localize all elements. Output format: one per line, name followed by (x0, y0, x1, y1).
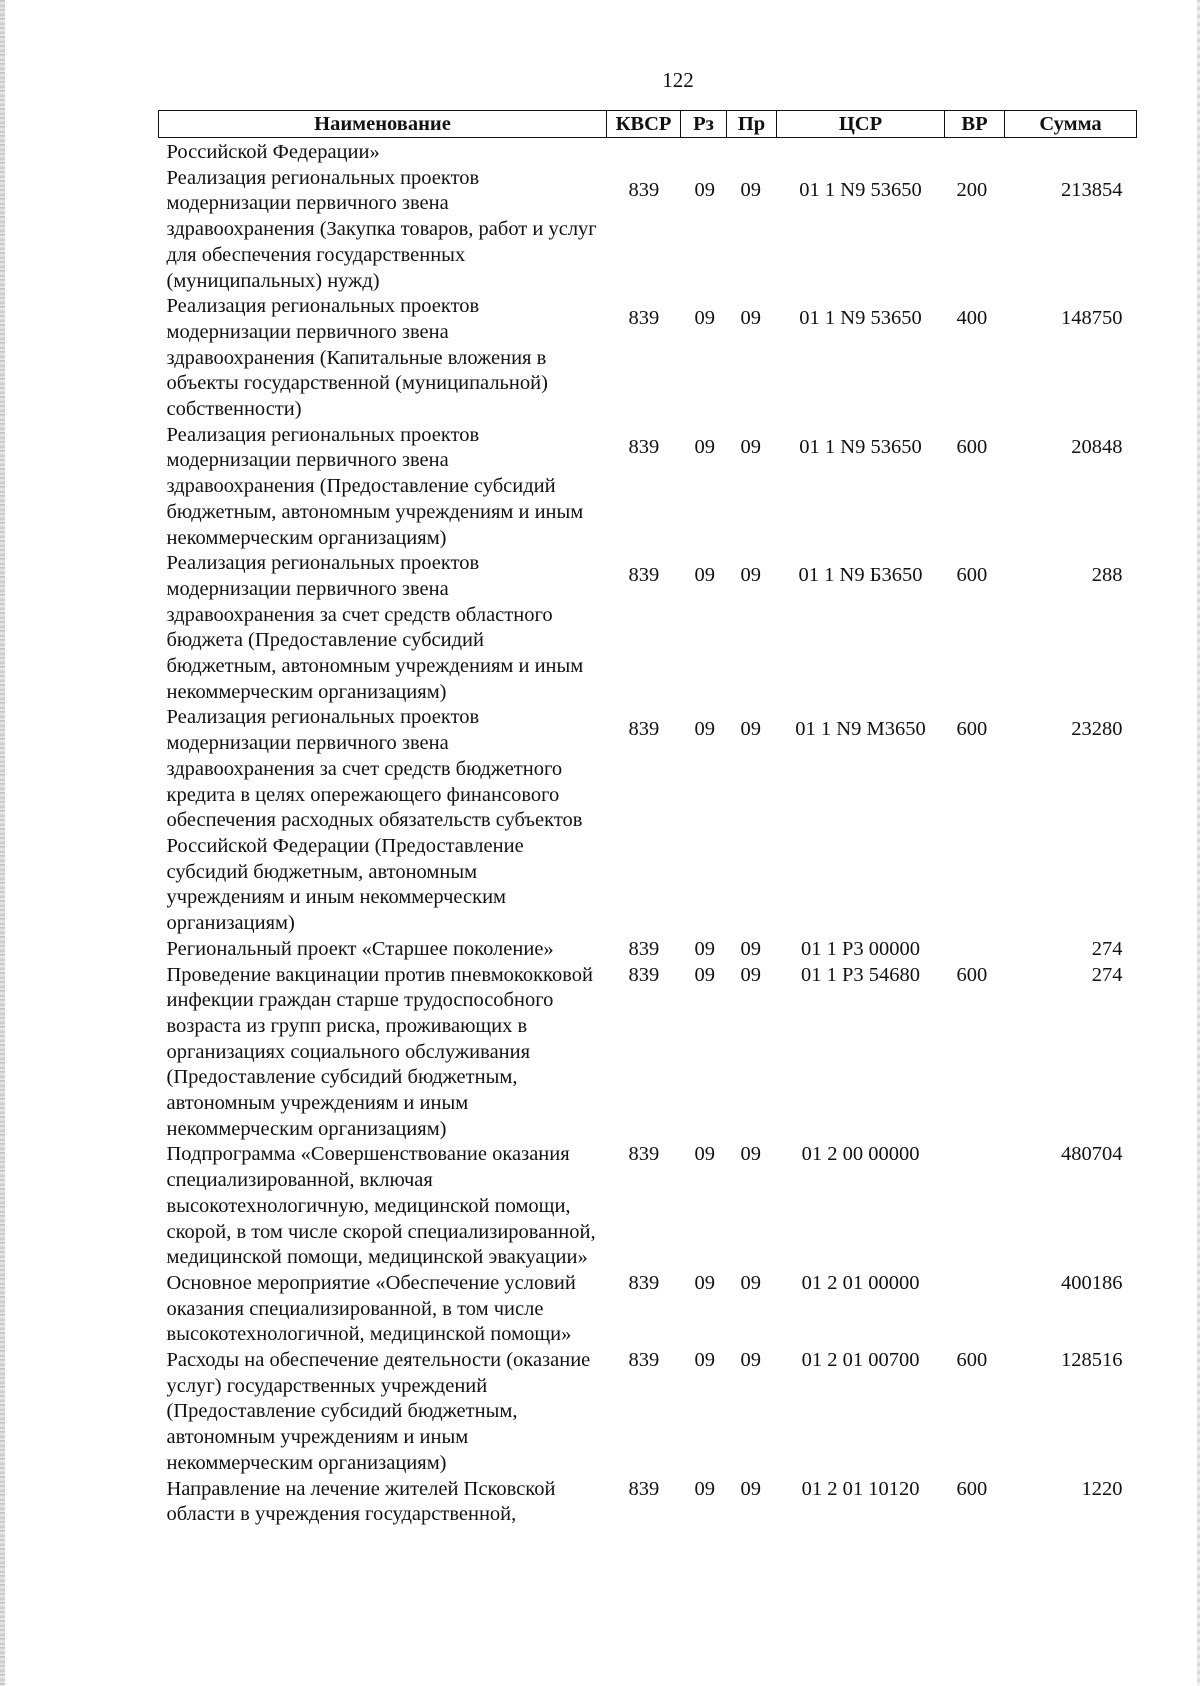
row-sum: 213854 (1061, 178, 1123, 201)
header-pr: Пр (727, 111, 777, 138)
row-rz: 09 (694, 963, 715, 986)
row-rz: 09 (694, 1349, 715, 1372)
row-pr: 09 (740, 564, 761, 587)
page-number: 122 (662, 68, 694, 92)
row-vr: 600 (956, 1349, 988, 1372)
row-csr: 01 1 P3 54680 (800, 963, 921, 986)
row-csr: 01 1 P3 00000 (800, 937, 921, 960)
scan-edge-left (0, 0, 5, 1686)
row-rz: 09 (694, 1143, 715, 1166)
row-csr: 01 1 N9 53650 (799, 178, 922, 201)
row-kvsr: 839 (628, 1477, 660, 1500)
header-name: Наименование (159, 111, 607, 138)
row-rz: 09 (694, 178, 715, 201)
row-rz: 09 (694, 564, 715, 587)
row-vr: 400 (956, 307, 988, 330)
row-pr: 09 (740, 1143, 761, 1166)
row-name: Российской Федерации» (166, 141, 380, 163)
row-vr: 600 (956, 564, 988, 587)
row-name: Направление на лечение жителей Псковской области в учреждения государственной, (166, 1477, 556, 1526)
table-row (159, 1477, 1137, 1528)
row-pr: 09 (740, 963, 761, 986)
row-kvsr: 839 (628, 718, 660, 741)
row-rz: 09 (694, 937, 715, 960)
row-sum: 1220 (1081, 1477, 1123, 1500)
row-pr: 09 (740, 718, 761, 741)
row-name: Реализация региональных проектов модернизации первичного звена здравоохранения за счет средств бюджетного кредита в целях опережающего финансового обеспечения расходных обязательств субъектов Российской Федерации (Предоставление субсидий бюджетным, автономным учреждениям и иным некоммерческим организациям) (166, 706, 583, 935)
row-rz: 09 (694, 1271, 715, 1294)
row-rz: 09 (694, 718, 715, 741)
row-pr (727, 138, 777, 166)
row-name: Расходы на обеспечение деятельности (оказание услуг) государственных учреждений (Предоставление субсидий бюджетным, автономным учреждениям и иным некоммерческим организациям) (166, 1349, 591, 1474)
row-kvsr: 839 (628, 1349, 660, 1372)
row-vr: 600 (956, 963, 988, 986)
row-name: Реализация региональных проектов модернизации первичного звена здравоохранения (Предоставление субсидий бюджетным, автономным учреждениям и иным некоммерческим организациям) (166, 423, 584, 549)
row-kvsr: 839 (628, 435, 660, 458)
row-pr: 09 (740, 178, 761, 201)
row-pr: 09 (740, 435, 761, 458)
row-vr: 200 (956, 178, 988, 201)
row-csr: 01 1 N9 53650 (799, 435, 922, 458)
row-name: Реализация региональных проектов модернизации первичного звена здравоохранения (Капитальные вложения в объекты государственной (муниципальной) собственности) (166, 295, 548, 421)
table-header-row (159, 111, 1137, 138)
row-kvsr: 839 (628, 1271, 660, 1294)
row-kvsr: 839 (628, 307, 660, 330)
row-sum: 274 (1091, 963, 1123, 986)
row-csr: 01 1 N9 M3650 (795, 718, 926, 741)
row-csr: 01 1 N9 53650 (799, 307, 922, 330)
table-row (159, 937, 1137, 963)
row-sum (1005, 138, 1137, 166)
row-rz: 09 (694, 307, 715, 330)
row-kvsr: 839 (628, 178, 660, 201)
row-vr (945, 138, 1005, 166)
row-sum: 480704 (1061, 1143, 1123, 1166)
row-rz: 09 (694, 435, 715, 458)
row-kvsr: 839 (628, 937, 660, 960)
row-sum: 400186 (1061, 1271, 1123, 1294)
table-row (159, 138, 1137, 166)
row-name: Подпрограмма «Совершенствование оказания специализированной, включая высокотехнологичную, медицинской помощи, скорой, в том числе скорой специализированной, медицинской помощи, медицинской эвакуации» (166, 1143, 596, 1269)
row-vr: 600 (956, 718, 988, 741)
row-csr: 01 2 00 00000 (801, 1143, 920, 1166)
header-sum: Сумма (1005, 111, 1137, 138)
header-kvsr: КВСР (607, 111, 681, 138)
row-name: Реализация региональных проектов модернизации первичного звена здравоохранения (Закупка товаров, работ и услуг для обеспечения государственных (муниципальных) нужд) (166, 166, 597, 292)
table-row (159, 705, 1137, 936)
row-sum: 128516 (1061, 1349, 1123, 1372)
header-vr: ВР (945, 111, 1005, 138)
table-row (159, 551, 1137, 705)
row-vr: 600 (956, 435, 988, 458)
row-kvsr: 839 (628, 963, 660, 986)
row-csr: 01 2 01 00000 (801, 1271, 920, 1294)
row-name: Реализация региональных проектов модернизации первичного звена здравоохранения за счет средств областного бюджета (Предоставление субсидий бюджетным, автономным учреждениям и иным некоммерческим организациям) (166, 552, 584, 703)
row-sum: 23280 (1071, 718, 1123, 741)
row-pr: 09 (740, 307, 761, 330)
budget-table (158, 110, 1137, 1528)
row-rz: 09 (694, 1477, 715, 1500)
row-rz (681, 138, 727, 166)
row-csr: 01 2 01 00700 (801, 1349, 920, 1372)
row-vr (945, 1271, 1005, 1348)
row-kvsr (607, 138, 681, 166)
row-csr (777, 138, 945, 166)
row-name: Проведение вакцинации против пневмококковой инфекции граждан старше трудоспособного возраста из групп риска, проживающих в организациях социального обслуживания (Предоставление субсидий бюджетным, автономным учреждениям и иным некоммерческим организациям) (166, 963, 593, 1140)
table-row (159, 294, 1137, 423)
table-row (159, 423, 1137, 552)
table-row (159, 1348, 1137, 1477)
row-pr: 09 (740, 1349, 761, 1372)
row-csr: 01 1 N9 Б3650 (798, 564, 923, 587)
table-row (159, 963, 1137, 1143)
row-name: Региональный проект «Старшее поколение» (166, 937, 554, 960)
row-pr: 09 (740, 1271, 761, 1294)
row-vr (945, 937, 1005, 963)
row-vr (945, 1142, 1005, 1271)
row-sum: 274 (1091, 937, 1123, 960)
row-csr: 01 2 01 10120 (801, 1477, 920, 1500)
table-row (159, 166, 1137, 295)
row-pr: 09 (740, 937, 761, 960)
table-row (159, 1271, 1137, 1348)
row-vr: 600 (956, 1477, 988, 1500)
row-sum: 288 (1091, 564, 1123, 587)
row-sum: 148750 (1061, 307, 1123, 330)
header-rz: Рз (681, 111, 727, 138)
row-sum: 20848 (1071, 435, 1123, 458)
row-name: Основное мероприятие «Обеспечение условий оказания специализированной, в том числе высокотехнологичной, медицинской помощи» (166, 1271, 576, 1346)
header-csr: ЦСР (777, 111, 945, 138)
row-kvsr: 839 (628, 1143, 660, 1166)
row-pr: 09 (740, 1477, 761, 1500)
row-kvsr: 839 (628, 564, 660, 587)
table-row (159, 1142, 1137, 1271)
